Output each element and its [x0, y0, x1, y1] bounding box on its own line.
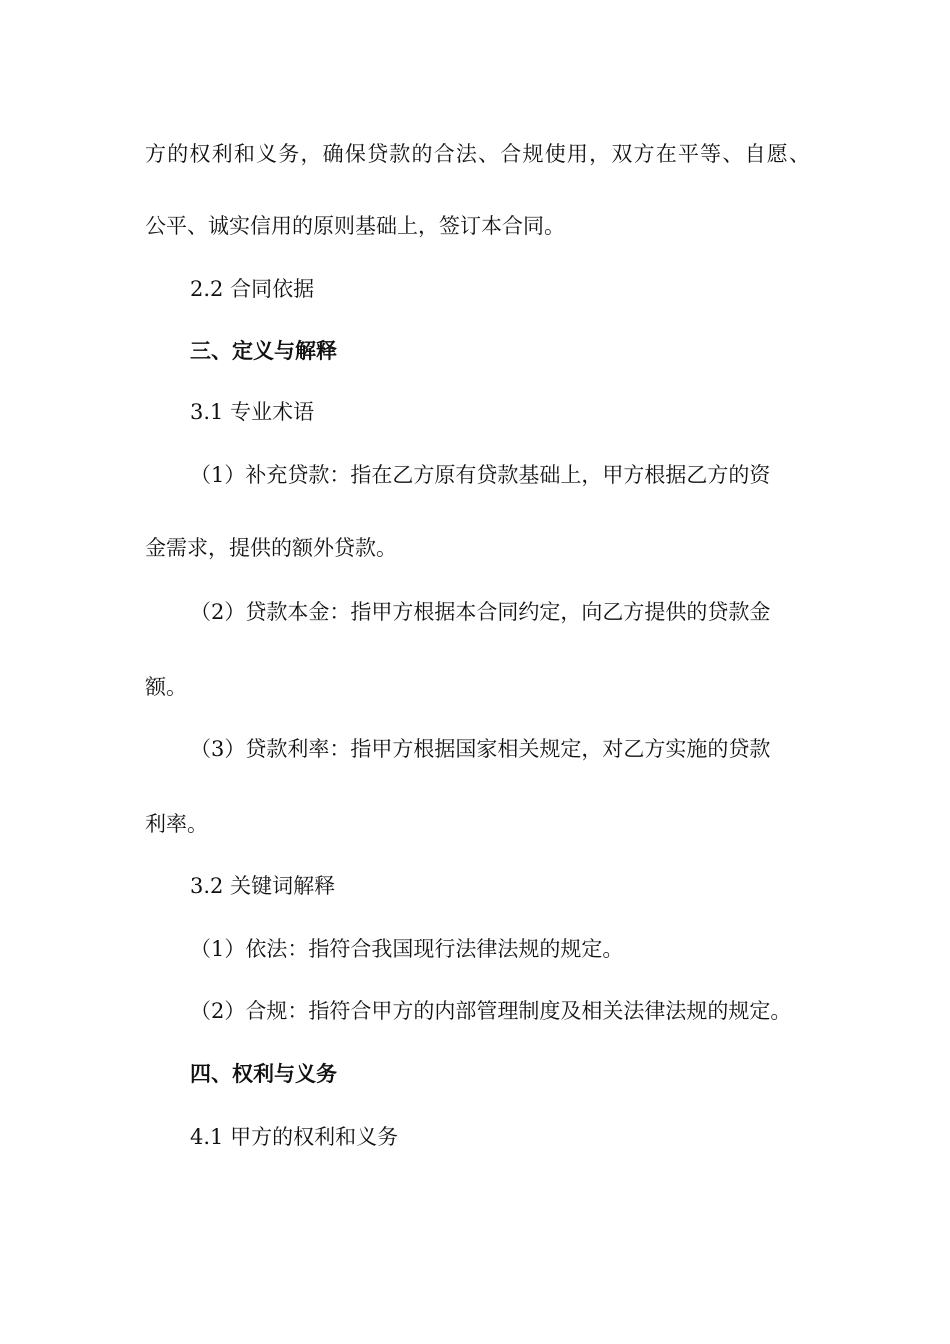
paragraph-line: 利率。 — [145, 812, 208, 836]
definition-item: （2）贷款本金：指甲方根据本合同约定，向乙方提供的贷款金 — [190, 600, 771, 624]
subsection-heading: 3.1 专业术语 — [190, 400, 315, 424]
paragraph-line: 方的权利和义务，确保贷款的合法、合规使用，双方在平等、自愿、 — [145, 142, 810, 166]
subsection-heading: 3.2 关键词解释 — [190, 874, 336, 898]
subsection-heading: 2.2 合同依据 — [190, 277, 315, 301]
definition-item: （1）补充贷款：指在乙方原有贷款基础上，甲方根据乙方的资 — [190, 463, 771, 487]
paragraph-line: 公平、诚实信用的原则基础上，签订本合同。 — [145, 214, 565, 238]
definition-item: （3）贷款利率：指甲方根据国家相关规定，对乙方实施的贷款 — [190, 737, 771, 761]
subsection-heading: 4.1 甲方的权利和义务 — [190, 1125, 399, 1149]
definition-item: （2）合规：指符合甲方的内部管理制度及相关法律法规的规定。 — [190, 999, 792, 1023]
paragraph-line: 额。 — [145, 675, 187, 699]
section-heading: 四、权利与义务 — [190, 1062, 337, 1086]
definition-item: （1）依法：指符合我国现行法律法规的规定。 — [190, 937, 624, 961]
section-heading: 三、定义与解释 — [190, 339, 337, 363]
paragraph-line: 金需求，提供的额外贷款。 — [145, 536, 397, 560]
